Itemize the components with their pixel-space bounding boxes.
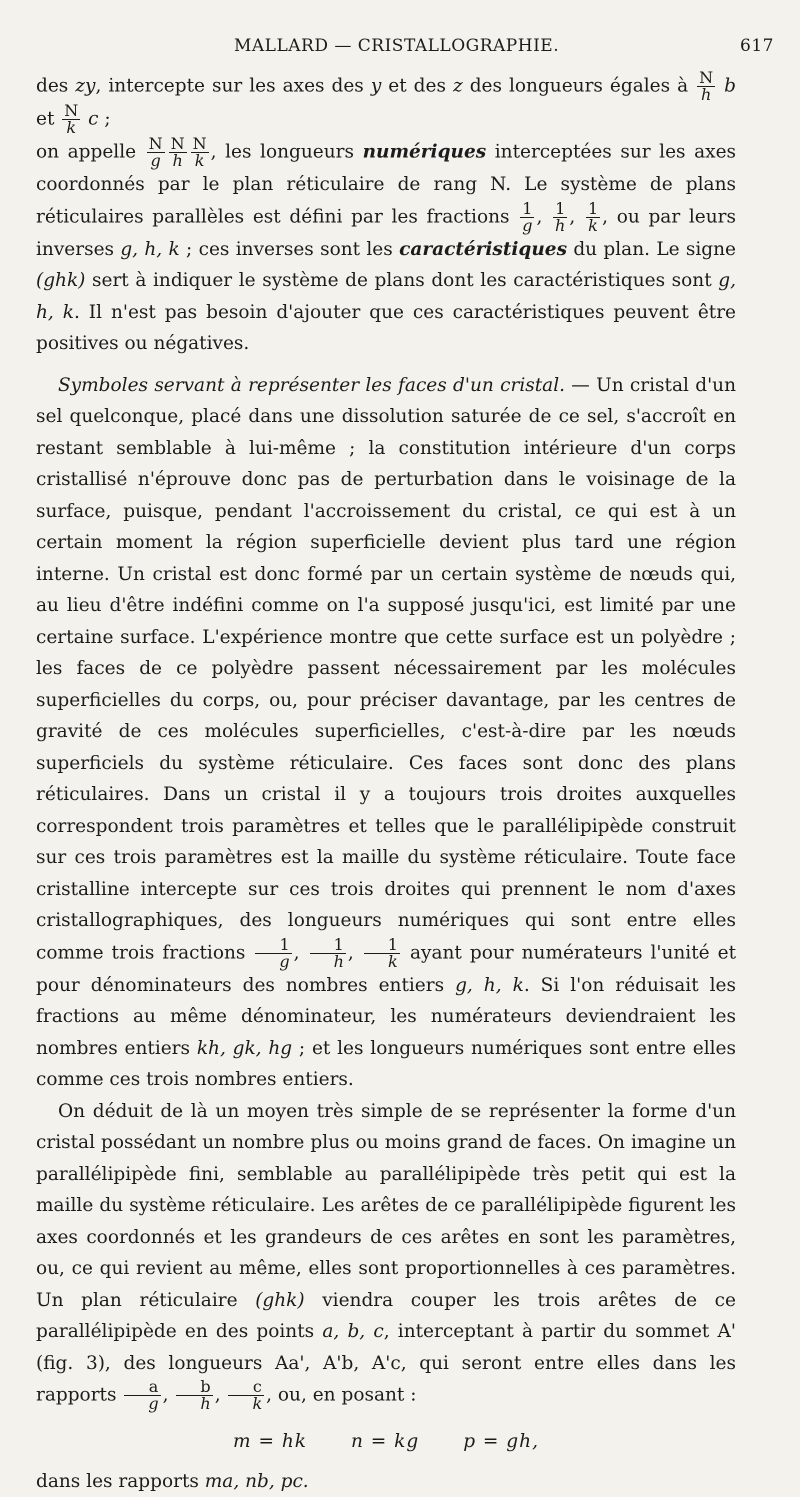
paragraph-symbols: Symboles servant à représenter les faces d'un cristal. — Un cristal d'un sel quelconque, placé dans une dissolution saturée de ce sel, s'accroît en restant semblable à lui-même ; la constitution intérieure d'un corps cristallisé n'éprouve donc pas de perturbation dans le voisinage de la surface, puisque, pendant l'accroissement du cristal, ce qui est à un certain moment la région superficielle devient plus tard une région interne. Un cristal est donc formé par un certain système de nœuds qui, au lieu d'être indéfini comme on l'a supposé jusqu'ici, est limité par une certaine surface. L'expérience montre que cette surface est un polyèdre ; les faces de ce polyèdre passent nécessairement par les molécules superficielles du corps, ou, pour préciser davantage, par les centres de gravité de ces molécules superficielles, c'est-à-dire par les nœuds superficiels du système réticulaire. Ces faces sont donc des plans réticulaires. Dans un cristal il y a toujours trois droites auxquelles correspondent trois paramètres et telles que le parallélipipède construit sur ces trois paramètres est la maille du système réticulaire. Toute face cristalline intercepte sur ces trois droites qui prennent le nom d'axes cristallographiques, des longueurs numériques qui sont entre elles comme trois fractions $\frac{1}{g}$ , $\frac{1}{h}$ , $\frac{1}{k}$ ayant pour numérateurs l'unité et pour dénominateurs des nombres entiers g, h, k. Si l'on réduisait les fractions au même dénominateur, les numérateurs deviendraient les nombres entiers kh, gk, hg ; et les longueurs numériques sont entre elles comme ces trois nombres entiers. bbox=[36, 370, 736, 1096]
fraction: $\frac{1}{h}$ bbox=[553, 201, 567, 234]
page-number: 617 bbox=[740, 36, 774, 56]
page-body bbox=[36, 70, 736, 1497]
formula: m = hk n = kg p = gh, bbox=[36, 1426, 736, 1458]
fraction: $\frac{N}{h}$ bbox=[169, 136, 187, 169]
fraction: $\frac{1}{k}$ bbox=[364, 937, 400, 970]
fraction: $\frac{1}{h}$ bbox=[310, 937, 346, 970]
paragraph-method: On déduit de là un moyen très simple de se représenter la forme d'un cristal possédant un nombre plus ou moins grand de faces. On imagine un parallélipipède fini, semblable au parallélipipède très petit qui est la maille du système réticulaire. Les arêtes de ce parallélipipède figurent les axes coordonnés et les grandeurs de ces arêtes en sont les paramètres, ou, ce qui revient au même, elles sont proportionnelles à ces paramètres. Un plan réticulaire (ghk) viendra couper les trois arêtes de ce parallélipipède en des points a, b, c, interceptant à partir du sommet A' (fig. 3), des longueurs Aa', A'b, A'c, qui seront entre elles dans les rapports $\frac{a}{g}$ , $\frac{b}{h}$ , $\frac{c}{k}$ , ou, en posant : bbox=[36, 1096, 736, 1413]
fraction: $\frac{1}{g}$ bbox=[255, 937, 291, 970]
fraction: $\frac{N}{h}$ bbox=[697, 70, 715, 103]
fraction: $\frac{N}{g}$ bbox=[147, 136, 165, 169]
paragraph-ratios: dans les rapports ma, nb, pc. bbox=[36, 1466, 736, 1497]
fraction: $\frac{a}{g}$ bbox=[124, 1379, 160, 1412]
section-heading: Symboles servant à représenter les faces d'un cristal. bbox=[58, 375, 565, 396]
fraction: $\frac{1}{k}$ bbox=[586, 201, 600, 234]
paragraph-characteristics: on appelle $\frac{N}{g}$ $\frac{N}{h}$ $\frac{N}{k}$ , les longueurs numériques interceptées sur les axes coordonnés par le plan réticulaire de rang N. Le système de plans réticulaires parallèles est défini par les fractions $\frac{1}{g}$ , $\frac{1}{h}$ , $\frac{1}{k}$ , ou par leurs inverses g, h, k ; ces inverses sont les caractéristiques du plan. Le signe (ghk) sert à indiquer le système de plans dont les caractéristiques sont g, h, k. Il n'est pas besoin d'ajouter que ces caractéristiques peuvent être positives ou négatives. bbox=[36, 136, 736, 360]
paragraph-intercepts: des zy, intercepte sur les axes des y et des z des longueurs égales à $\frac{N}{h}$ b et $\frac{N}{k}$ c ; bbox=[36, 70, 736, 136]
fraction: $\frac{N}{k}$ bbox=[62, 103, 80, 136]
fraction: $\frac{1}{g}$ bbox=[520, 201, 534, 234]
running-title: MALLARD — CRISTALLOGRAPHIE. bbox=[234, 36, 559, 56]
fraction: $\frac{b}{h}$ bbox=[176, 1379, 212, 1412]
fraction: $\frac{N}{k}$ bbox=[191, 136, 209, 169]
fraction: $\frac{c}{k}$ bbox=[228, 1379, 264, 1412]
page-header bbox=[36, 36, 780, 60]
